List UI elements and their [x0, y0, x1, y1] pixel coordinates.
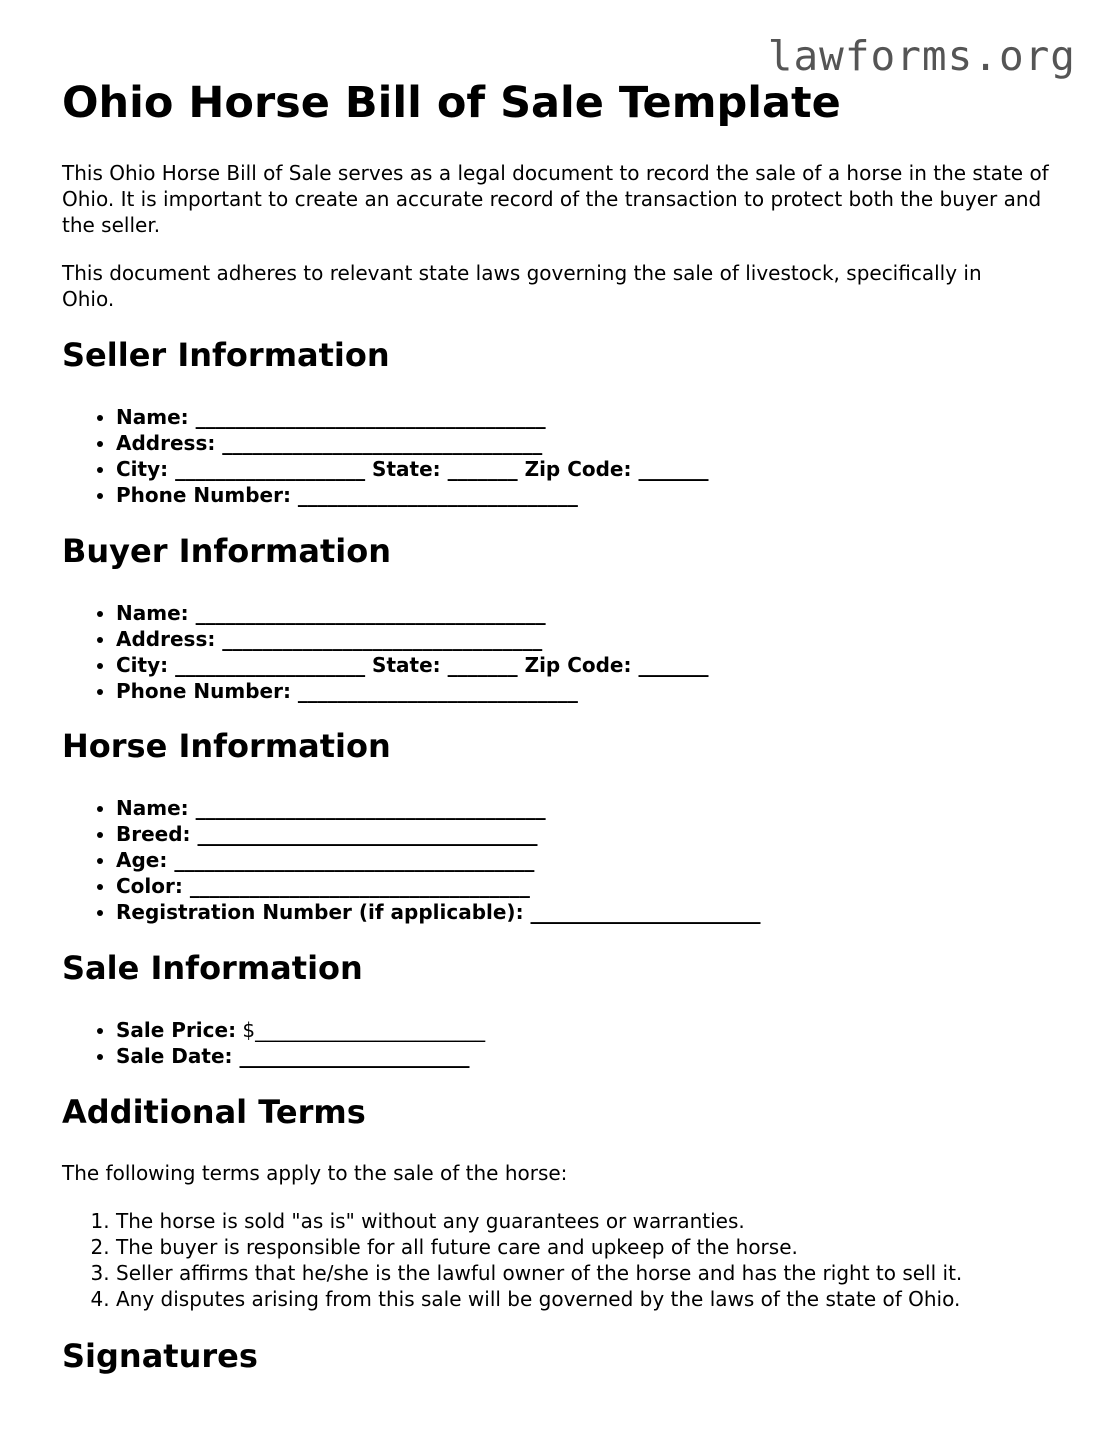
buyer-name-label: Name: ___________________________________	[116, 601, 546, 625]
horse-fields	[62, 795, 761, 925]
sale-fields	[62, 1017, 485, 1069]
terms-item: 1. The horse is sold "as is" without any guarantees or warranties.	[116, 1208, 962, 1234]
terms-item: 2. The buyer is responsible for all future care and upkeep of the horse.	[116, 1234, 962, 1260]
buyer-address-field[interactable]	[116, 626, 708, 652]
page-title: Ohio Horse Bill of Sale Template	[62, 78, 841, 128]
buyer-name-field[interactable]	[116, 600, 708, 626]
seller-name-field[interactable]	[116, 404, 708, 430]
horse-breed-field[interactable]	[116, 821, 761, 847]
signatures-heading: Signatures	[62, 1337, 258, 1375]
seller-city-label: City: ___________________ State: _______ Zip Code: _______	[116, 457, 709, 481]
horse-color-field[interactable]	[116, 873, 761, 899]
intro-paragraph-1: This Ohio Horse Bill of Sale serves as a legal document to record the sale of a horse in the state of Ohio. It is important to create an accurate record of the transaction to protect both the buyer and the seller.	[62, 161, 1049, 237]
sale-price-field[interactable]	[116, 1017, 485, 1043]
seller-name-label: Name: ___________________________________	[116, 405, 546, 429]
buyer-city-field[interactable]	[116, 652, 708, 678]
buyer-phone-label: Phone Number: ____________________________	[116, 679, 578, 703]
site-watermark: lawforms.org	[767, 32, 1076, 80]
buyer-fields	[62, 600, 708, 704]
horse-name-label: Name: ___________________________________	[116, 796, 546, 820]
buyer-address-label: Address: ________________________________	[116, 627, 543, 651]
sale-price-blank: $_______________________	[236, 1018, 486, 1042]
seller-phone-field[interactable]	[116, 482, 708, 508]
horse-color-label: Color: __________________________________	[116, 874, 530, 898]
seller-address-label: Address: ________________________________	[116, 431, 543, 455]
horse-age-label: Age: ____________________________________	[116, 848, 535, 872]
buyer-city-label: City: ___________________ State: _______ Zip Code: _______	[116, 653, 709, 677]
sale-heading: Sale Information	[62, 949, 363, 987]
terms-item: 4. Any disputes arising from this sale will be governed by the laws of the state of Ohio.	[116, 1286, 962, 1312]
horse-age-field[interactable]	[116, 847, 761, 873]
terms-intro: The following terms apply to the sale of the horse:	[62, 1161, 568, 1185]
sale-date-blank: _______________________	[232, 1044, 470, 1068]
seller-fields	[62, 404, 708, 508]
horse-heading: Horse Information	[62, 727, 391, 765]
sale-date-field[interactable]	[116, 1043, 485, 1069]
seller-city-field[interactable]	[116, 456, 708, 482]
intro-section	[62, 160, 1052, 312]
terms-list	[62, 1208, 962, 1312]
buyer-phone-field[interactable]	[116, 678, 708, 704]
sale-price-label: Sale Price:	[116, 1018, 237, 1042]
buyer-heading: Buyer Information	[62, 532, 391, 570]
horse-registration-label: Registration Number (if applicable): _______________________	[116, 900, 761, 924]
intro-paragraph-2: This document adheres to relevant state laws governing the sale of livestock, specifically in Ohio.	[62, 261, 982, 311]
seller-heading: Seller Information	[62, 336, 390, 374]
horse-name-field[interactable]	[116, 795, 761, 821]
horse-registration-field[interactable]	[116, 899, 761, 925]
seller-phone-label: Phone Number: ____________________________	[116, 483, 578, 507]
horse-breed-label: Breed: __________________________________	[116, 822, 538, 846]
sale-date-label: Sale Date:	[116, 1044, 233, 1068]
terms-item: 3. Seller affirms that he/she is the lawful owner of the horse and has the right to sell it.	[116, 1260, 962, 1286]
terms-heading: Additional Terms	[62, 1093, 366, 1131]
seller-address-field[interactable]	[116, 430, 708, 456]
